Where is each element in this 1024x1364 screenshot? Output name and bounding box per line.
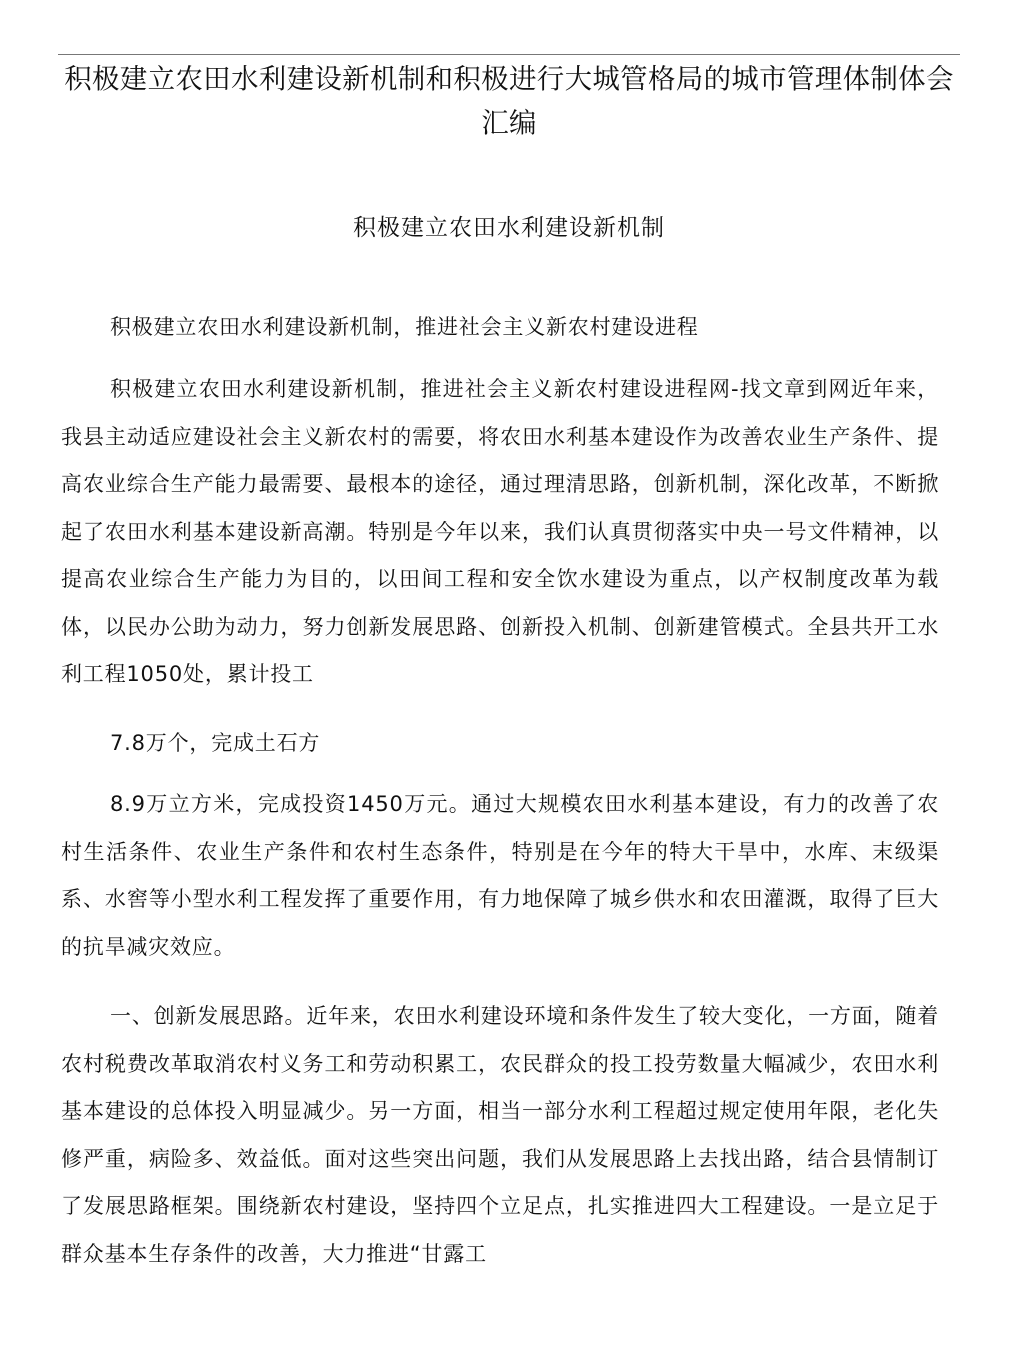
paragraph-subtitle: 积极建立农田水利建设新机制，推进社会主义新农村建设进程 [110,315,699,339]
paragraph-intro: 积极建立农田水利建设新机制，推进社会主义新农村建设进程网-找文章到网近年来，我县主动适应建设社会主义新农村的需要，将农田水利基本建设作为改善农业生产条件、提高农业综合生产能力最需要、最根本的途径，通过理清思路，创新机制，深化改革，不断掀起了农田水利基本建设新高潮。特别是今年以来，我们认真贯彻落实中央一号文件精神，以提高农业综合生产能力为目的，以田间工程和安全饮水建设为重点，以产权制度改革为载体，以民办公助为动力，努力创新发展思路、创新投入机制、创新建管模式。全县共开工水利工程1050处，累计投工 [61,377,939,686]
header-rule [58,54,960,55]
document-title: 积极建立农田水利建设新机制和积极进行大城管格局的城市管理体制体会汇编 [64,63,954,139]
paragraph-investment: 8.9万立方米，完成投资1450万元。通过大规模农田水利基本建设，有力的改善了农村生活条件、农业生产条件和农村生态条件，特别是在今年的特大干旱中，水库、末级渠系、水窖等小型水利工程发挥了重要作用，有力地保障了城乡供水和农田灌溉，取得了巨大的抗旱减灾效应。 [61,792,939,959]
paragraph-labor-count: 7.8万个，完成土石方 [110,731,321,755]
paragraph-section-one: 一、创新发展思路。近年来，农田水利建设环境和条件发生了较大变化，一方面，随着农村税费改革取消农村义务工和劳动积累工，农民群众的投工投劳数量大幅减少，农田水利基本建设的总体投入明显减少。另一方面，相当一部分水利工程超过规定使用年限，老化失修严重，病险多、效益低。面对这些突出问题，我们从发展思路上去找出路，结合县情制订了发展思路框架。围绕新农村建设，坚持四个立足点，扎实推进四大工程建设。一是立足于群众基本生存条件的改善，大力推进“甘露工 [61,1004,939,1266]
section-title: 积极建立农田水利建设新机制 [353,215,665,241]
